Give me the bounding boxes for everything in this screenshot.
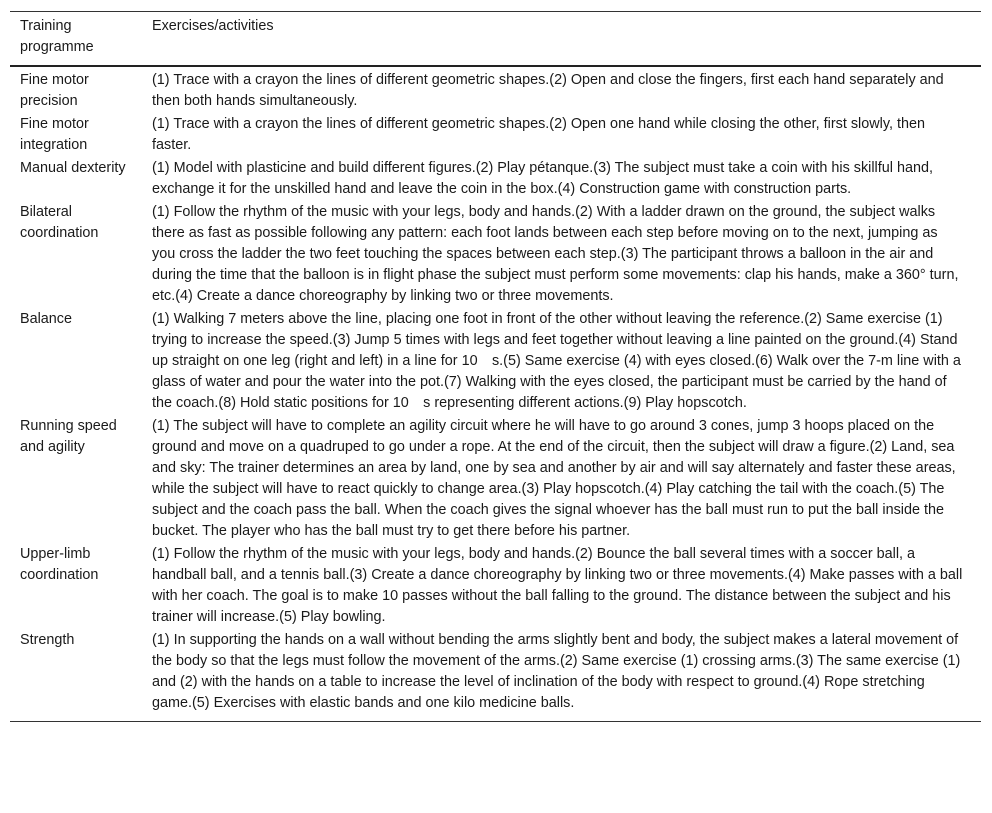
exercises-cell: (1) In supporting the hands on a wall without bending the arms slightly bent and body, the subject makes a lateral movement of the body so that the legs must follow the movement of the arms.(2) Same exercise (1) crossing arms.(3) The same exercise (1) and (2) with the hands on a table to increase the level of inclination of the body with respect to ground.(4) Rope stretching game.(5) Exercises with elastic bands and one kilo medicine balls. bbox=[152, 632, 961, 711]
header-training-programme: Training programme bbox=[10, 12, 142, 67]
header-exercises-activities: Exercises/activities bbox=[142, 12, 981, 67]
header-row bbox=[10, 12, 981, 67]
training-programme-table-container bbox=[10, 11, 981, 722]
programme-cell: Manual dexterity bbox=[20, 160, 126, 176]
exercises-cell: (1) Follow the rhythm of the music with your legs, body and hands.(2) Bounce the ball several times with a soccer ball, a handball ball, and a tennis ball.(3) Create a dance choreography by linking two or three movements.(4) Make passes with a ball with her coach. The goal is to make 10 passes without the ball falling to the ground. The distance between the subject and his trainer will increase.(5) Play bowling. bbox=[152, 546, 963, 625]
programme-cell: Strength bbox=[20, 632, 75, 648]
programme-cell: Running speed and agility bbox=[20, 418, 117, 455]
programme-cell: Bilateral coordination bbox=[20, 204, 99, 241]
exercises-cell: (1) Trace with a crayon the lines of different geometric shapes.(2) Open one hand while closing the other, first slowly, then faster. bbox=[152, 116, 925, 153]
table-row bbox=[10, 201, 981, 308]
exercises-cell: (1) Follow the rhythm of the music with your legs, body and hands.(2) With a ladder drawn on the ground, the subject walks there as fast as possible following any pattern: each foot lands between each step before moving on to the next, jumping as you cross the ladder the two feet touching the spaces between each step.(3) The participant throws a balloon in the air and during the time that the balloon is in flight phase the subject must perform some movements: clap his hands, make a 360° turn, etc.(4) Create a dance choreography by linking two or three movements. bbox=[152, 204, 959, 304]
programme-cell: Upper-limb coordination bbox=[20, 546, 99, 583]
table-row bbox=[10, 415, 981, 543]
table-row bbox=[10, 629, 981, 722]
table-row bbox=[10, 543, 981, 629]
table-row bbox=[10, 157, 981, 201]
training-programme-table bbox=[10, 11, 981, 722]
table-header bbox=[10, 12, 981, 67]
exercises-cell: (1) Model with plasticine and build different figures.(2) Play pétanque.(3) The subject must take a coin with his skillful hand, exchange it for the unskilled hand and leave the coin in the box.(4) Construction game with construction parts. bbox=[152, 160, 933, 197]
exercises-cell: (1) Walking 7 meters above the line, placing one foot in front of the other without leaving the reference.(2) Same exercise (1) trying to increase the speed.(3) Jump 5 times with legs and feet together without leaving a line painted on the ground.(4) Stand up straight on one leg (right and left) in a line for 10 s.(5) Same exercise (4) with eyes closed.(6) Walk over the 7-m line with a glass of water and pour the water into the pot.(7) Walking with the eyes closed, the participant must be carried by the hand of the coach.(8) Hold static positions for 10 s representing different actions.(9) Play hopscotch. bbox=[152, 311, 961, 411]
table-row bbox=[10, 308, 981, 415]
programme-cell: Fine motor integration bbox=[20, 116, 89, 153]
exercises-cell: (1) Trace with a crayon the lines of different geometric shapes.(2) Open and close the fingers, first each hand separately and then both hands simultaneously. bbox=[152, 72, 944, 109]
table-row bbox=[10, 113, 981, 157]
programme-cell: Balance bbox=[20, 311, 73, 327]
table-body bbox=[10, 66, 981, 722]
exercises-cell: (1) The subject will have to complete an agility circuit where he will have to go around 3 cones, jump 3 hoops placed on the ground and move on a quadruped to go under a rope. At the end of the circuit, then the subject will draw a figure.(2) Land, sea and sky: The trainer determines an area by land, one by sea and another by air and will say alternately and faster these areas, while the subject will have to react quickly to change area.(3) Play hopscotch.(4) Play catching the tail with the coach.(5) The subject and the coach pass the ball. When the coach gives the signal whoever has the ball must run to put the ball inside the bucket. The player who has the ball must try to get there before his partner. bbox=[152, 418, 956, 539]
table-row bbox=[10, 66, 981, 113]
programme-cell: Fine motor precision bbox=[20, 72, 89, 109]
